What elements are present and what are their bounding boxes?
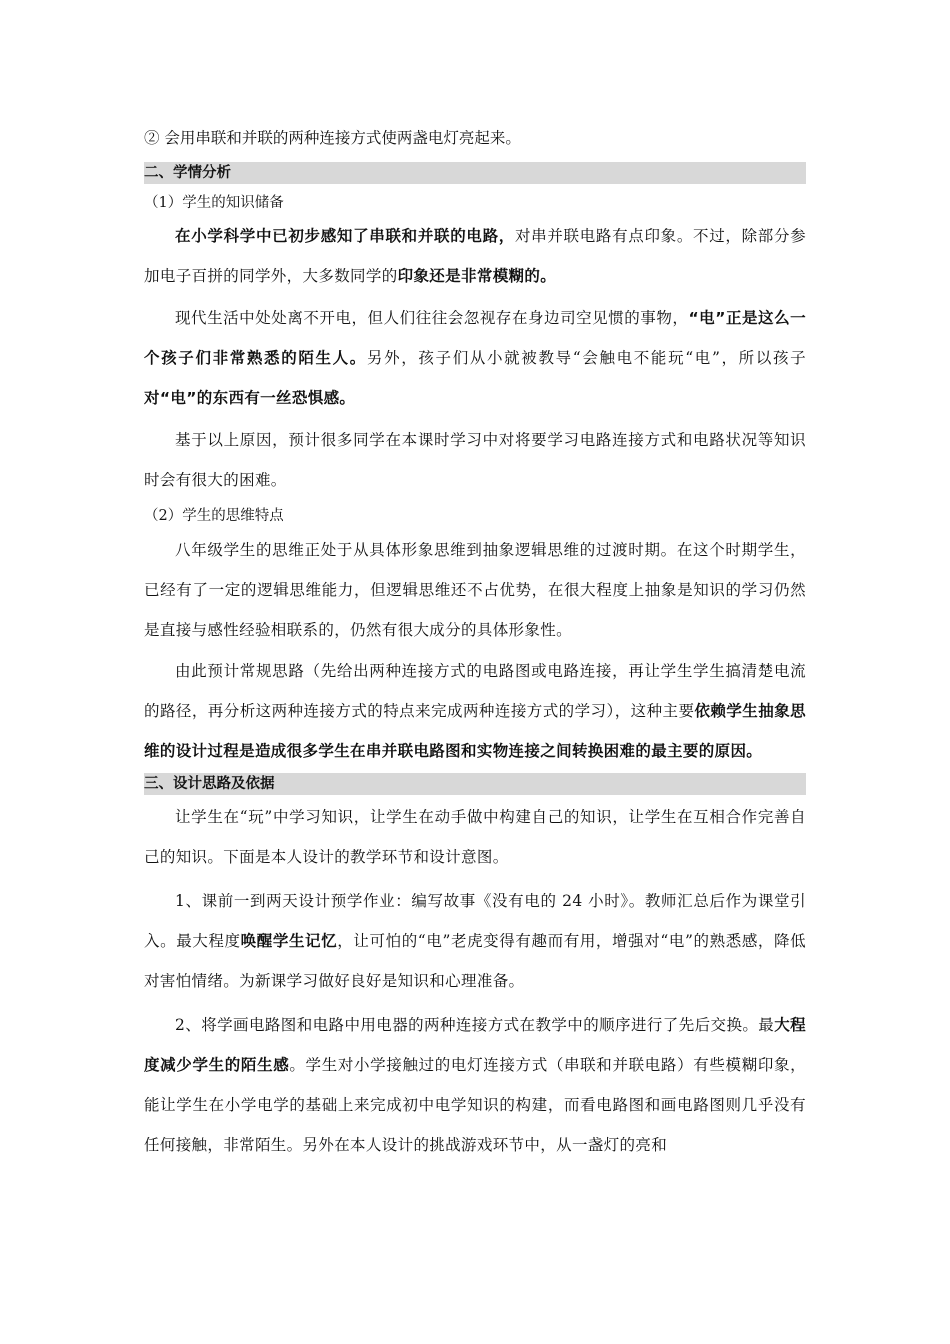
subheading-knowledge: （1）学生的知识储备 — [144, 195, 284, 211]
document-page — [144, 118, 806, 1165]
text-run: 2、将学画电路图和电路中用电器的两种连接方式在教学中的顺序进行了先后交换。最 — [175, 1016, 775, 1034]
text-run: 。学生对小学接触过的电灯连接方式（串联和并联电路）有些模糊印象，能让学生在小学电学的基础上来完成初中电学知识的构建，而看电路图和画电路图则几乎没有任何接触，非常陌生。另外在本人设计的挑战游戏环节中，从一盏灯的亮和 — [144, 1056, 807, 1154]
bold-phrase: 印象还是非常模糊的。 — [397, 267, 557, 285]
bold-phrase: 大程度减少学生的陌生感 — [144, 1016, 807, 1074]
objective-line: ② 会用串联和并联的两种连接方式使两盏电灯亮起来。 — [144, 129, 521, 147]
paragraph-reasons: 基于以上原因，预计很多同学在本课时学习中对将要学习电路连接方式和电路状况等知识时会有很大的困难。 — [144, 431, 806, 489]
bold-phrase: 对“电”的东西有一丝恐惧感。 — [144, 389, 356, 407]
paragraph-step-2 — [144, 1005, 806, 1165]
paragraph-thinking: 八年级学生的思维正处于从具体形象思维到抽象逻辑思维的过渡时期。在这个时期学生，已经有了一定的逻辑思维能力，但逻辑思维还不占优势，在很大程度上抽象是知识的学习仍然是直接与感性经验相联系的，仍然有很大成分的具体形象性。 — [144, 541, 806, 639]
text-run: 对串并联电路有点印象。不过，除部分参加电子百拼的同学外，大多数同学的 — [144, 227, 806, 285]
paragraph-step-1 — [144, 881, 806, 1001]
bold-phrase: “电”正是这么一个孩子们非常熟悉的陌生人。 — [144, 309, 806, 367]
text-run: 由此预计常规思路（先给出两种连接方式的电路图或电路连接，再让学生学生搞清楚电流的路径，再分析这两种连接方式的特点来完成两种连接方式的学习），这种主要 — [144, 662, 806, 720]
bold-phrase: 依赖学生抽象思维的设计过程是造成很多学生在串并联电路图和实物连接之间转换困难的最主要的原因。 — [144, 702, 806, 760]
text-run: 现代生活中处处离不开电，但人们往往会忽视存在身边司空见惯的事物， — [175, 309, 689, 327]
paragraph-design-intro: 让学生在“玩”中学习知识，让学生在动手做中构建自己的知识，让学生在互相合作完善自己的知识。下面是本人设计的教学环节和设计意图。 — [144, 808, 806, 866]
text-run: ，让可怕的“电”老虎变得有趣而有用，增强对“电”的熟悉感，降低对害怕情绪。为新课学习做好良好是知识和心理准备。 — [144, 932, 806, 990]
text-run: 1、课前一到两天设计预学作业：编写故事《没有电的 24 小时》。教师汇总后作为课堂引入。最大程度 — [144, 892, 806, 950]
section-heading-design: 三、设计思路及依据 — [144, 773, 806, 795]
bold-phrase: 唤醒学生记忆 — [240, 932, 338, 950]
subheading-thinking: （2）学生的思维特点 — [144, 508, 284, 524]
bold-phrase: 在小学科学中已初步感知了串联和并联的电路， — [175, 227, 515, 245]
section-heading-learning-analysis: 二、学情分析 — [144, 162, 806, 184]
paragraph-electricity — [144, 298, 806, 418]
paragraph-knowledge — [144, 216, 806, 296]
text-run: 另外，孩子们从小就被教导“会触电不能玩“电”，所以孩子 — [366, 349, 806, 367]
paragraph-conventional — [144, 651, 806, 771]
